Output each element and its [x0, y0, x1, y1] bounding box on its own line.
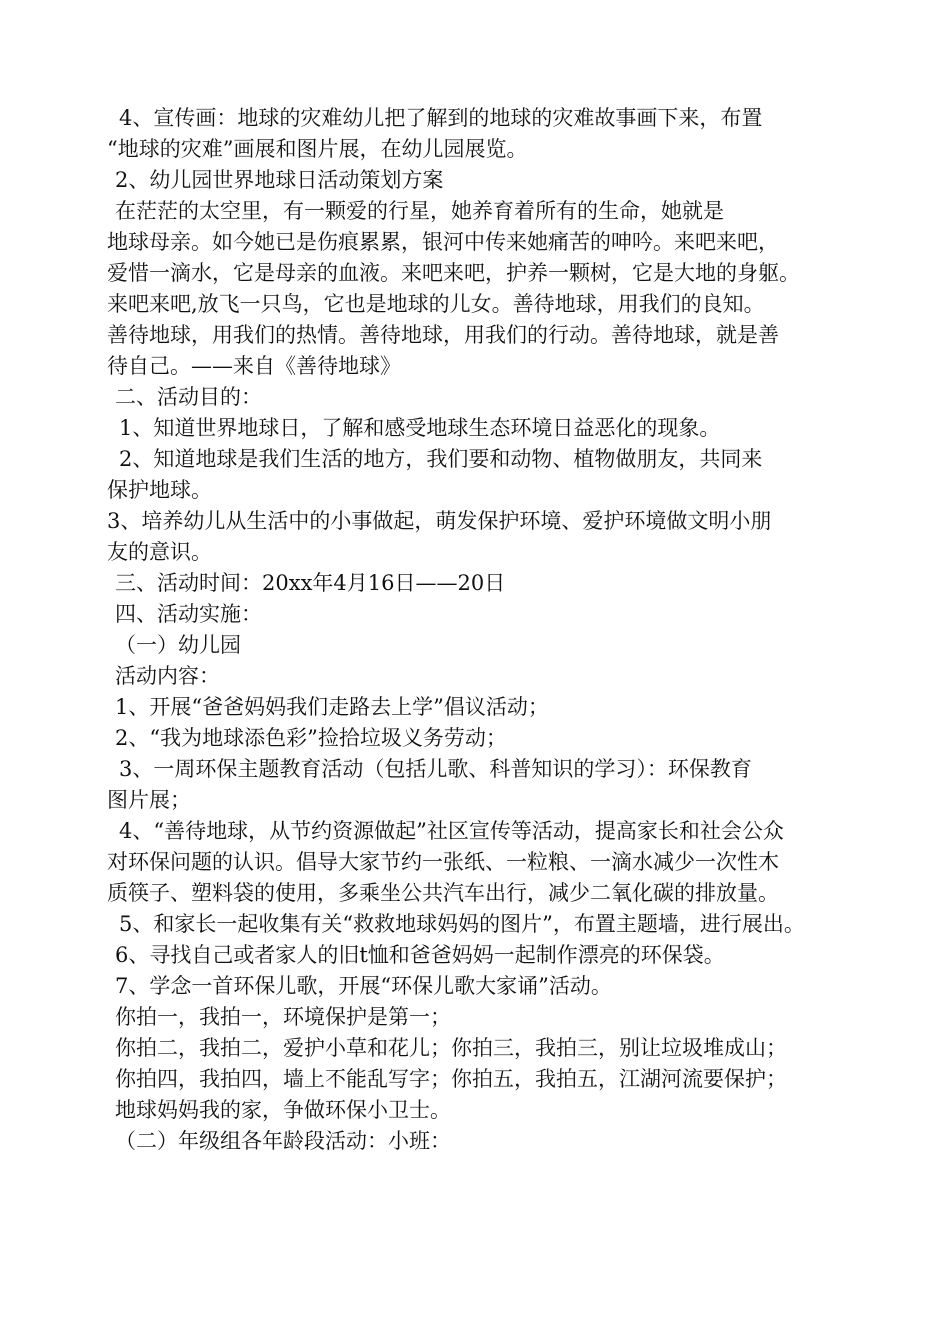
section-heading: （二）年级组各年龄段活动：小班：	[115, 1129, 451, 1153]
text-line: 2、幼儿园世界地球日活动策划方案	[115, 168, 444, 192]
text-line: 保护地球。	[107, 478, 212, 502]
text-line: 2、知道地球是我们生活的地方，我们要和动物、植物做朋友，共同来	[119, 447, 763, 471]
text-line: 3、一周环保主题教育活动（包括儿歌、科普知识的学习）：环保教育	[119, 757, 752, 781]
text-line: 5、和家长一起收集有关“救救地球妈妈的图片”，布置主题墙，进行展出。	[119, 912, 805, 936]
text-line: 1、知道世界地球日，了解和感受地球生态环境日益恶化的现象。	[119, 416, 721, 440]
section-heading: 三、活动时间：20xx年4月16日——20日	[115, 571, 506, 595]
text-line: 善待地球，用我们的热情。善待地球，用我们的行动。善待地球，就是善	[107, 323, 779, 347]
text-line: 1、开展“爸爸妈妈我们走路去上学”倡议活动；	[115, 695, 549, 719]
text-line: 地球母亲。如今她已是伤痕累累，银河中传来她痛苦的呻吟。来吧来吧，	[107, 230, 779, 254]
text-line: 地球妈妈我的家，争做环保小卫士。	[115, 1098, 451, 1122]
text-line: 质筷子、塑料袋的使用，多乘坐公共汽车出行，减少二氧化碳的排放量。	[107, 881, 779, 905]
section-heading: 二、活动目的：	[115, 385, 262, 409]
text-line: 图片展；	[107, 788, 191, 812]
text-line: 6、寻找自己或者家人的旧t恤和爸爸妈妈一起制作漂亮的环保袋。	[115, 943, 725, 967]
text-line: 你拍一，我拍一，环境保护是第一；	[115, 1005, 451, 1029]
text-line: 来吧来吧,放飞一只鸟，它也是地球的儿女。善待地球，用我们的良知。	[107, 292, 765, 316]
text-line: 3、培养幼儿从生活中的小事做起，萌发保护环境、爱护环境做文明小朋	[107, 509, 772, 533]
text-line: “地球的灾难”画展和图片展，在幼儿园展览。	[107, 137, 528, 161]
text-line: 对环保问题的认识。倡导大家节约一张纸、一粒粮、一滴水减少一次性木	[107, 850, 779, 874]
text-line: 爱惜一滴水，它是母亲的血液。来吧来吧，护养一颗树，它是大地的身躯。	[107, 261, 800, 285]
text-line: 友的意识。	[107, 540, 212, 564]
text-line: 活动内容：	[115, 664, 220, 688]
text-line: （一）幼儿园	[115, 633, 241, 657]
text-line: 你拍四，我拍四，墙上不能乱写字；你拍五，我拍五，江湖河流要保护；	[115, 1067, 787, 1091]
text-line: 你拍二，我拍二，爱护小草和花儿；你拍三，我拍三，别让垃圾堆成山；	[115, 1036, 787, 1060]
text-line: 4、“善待地球，从节约资源做起”社区宣传等活动，提高家长和社会公众	[119, 819, 784, 843]
text-line: 7、学念一首环保儿歌，开展“环保儿歌大家诵”活动。	[115, 974, 612, 998]
text-line: 在茫茫的太空里，有一颗爱的行星，她养育着所有的生命，她就是	[115, 199, 724, 223]
text-line: 2、“我为地球添色彩”捡拾垃圾义务劳动；	[115, 726, 507, 750]
text-line: 4、宣传画：地球的灾难幼儿把了解到的地球的灾难故事画下来，布置	[119, 106, 763, 130]
section-heading: 四、活动实施：	[115, 602, 262, 626]
text-line: 待自己。——来自《善待地球》	[107, 354, 401, 378]
